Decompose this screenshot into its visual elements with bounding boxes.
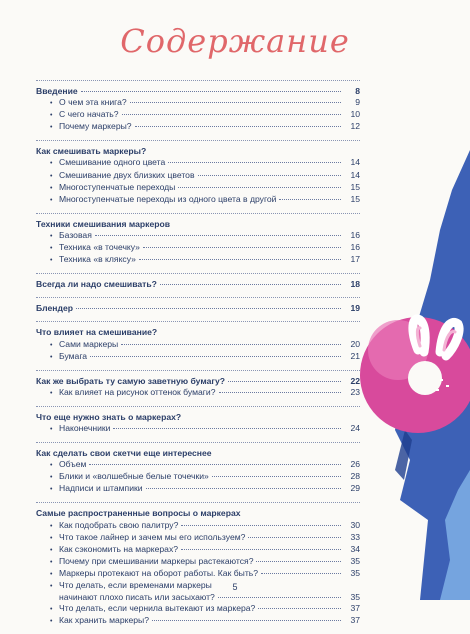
section-divider (36, 213, 360, 214)
toc-heading-label: Блендер (36, 303, 73, 314)
toc-heading[interactable] (36, 279, 360, 290)
toc-page-number: 21 (350, 350, 360, 361)
toc-section (36, 448, 360, 495)
leader-dots (89, 463, 341, 465)
bullet-icon: • (50, 522, 53, 530)
section-divider (36, 80, 360, 81)
toc-page-number: 8 (355, 86, 360, 96)
toc-item[interactable] (36, 109, 360, 121)
toc-heading-label: Как сделать свои скетчи еще интереснее (36, 448, 212, 459)
toc-page-number: 14 (350, 157, 360, 168)
page-number: 5 (232, 582, 238, 592)
toc-item[interactable] (36, 97, 360, 109)
toc-heading[interactable] (36, 448, 360, 459)
toc-page-number: 24 (350, 422, 360, 433)
toc-page-number: 15 (350, 193, 360, 204)
toc-page-number: 37 (350, 603, 360, 614)
toc-item[interactable] (36, 194, 360, 206)
toc-page-number: 35 (350, 555, 360, 566)
toc-item[interactable] (36, 423, 360, 435)
leader-dots (181, 548, 341, 550)
leader-dots (248, 536, 341, 538)
bullet-icon: • (50, 124, 53, 132)
bullet-icon: • (50, 353, 53, 361)
bullet-icon: • (50, 558, 53, 566)
bullet-icon: • (50, 618, 53, 626)
toc-item[interactable] (36, 242, 360, 254)
toc-page-number: 15 (350, 181, 360, 192)
toc-heading[interactable] (36, 508, 360, 519)
bullet-icon: • (50, 534, 53, 542)
toc-heading[interactable] (36, 86, 360, 97)
toc-item-label: начинают плохо писать или засыхают? (59, 592, 215, 603)
toc-page-number: 14 (350, 169, 360, 180)
toc-item-label: Как подобрать свою палитру? (59, 519, 179, 530)
toc-heading[interactable] (36, 303, 360, 314)
toc-section (36, 412, 360, 435)
bullet-icon: • (50, 112, 53, 120)
toc-item-label: Смешивание одного цвета (59, 157, 166, 168)
toc-heading-label: Что еще нужно знать о маркерах? (36, 411, 182, 422)
toc-item-label: Что делать, если чернила вытекают из маркера? (59, 603, 256, 614)
page-title: Содержание (120, 22, 350, 60)
toc-item[interactable] (36, 520, 360, 532)
toc-item-label: Как влияет на рисунок оттенок бумаги? (59, 386, 216, 397)
toc-item-label: Почему при смешивании маркеры растекаются? (59, 555, 254, 566)
toc-heading-label: Как смешивать маркеры? (36, 146, 147, 157)
leader-dots (198, 174, 341, 176)
toc-page-number: 22 (350, 375, 360, 386)
toc-heading-label: Самые распространенные вопросы о маркерах (36, 508, 241, 519)
leader-dots (212, 475, 341, 477)
leader-dots (122, 113, 341, 115)
bullet-icon: • (50, 100, 53, 108)
bullet-icon: • (50, 606, 53, 614)
toc-heading-label: Как же выбрать ту самую заветную бумагу? (36, 375, 225, 386)
toc-item-label: Как хранить маркеры? (59, 615, 149, 626)
toc-item[interactable] (36, 254, 360, 266)
leader-dots (181, 524, 341, 526)
leader-dots (228, 380, 341, 382)
section-divider (36, 502, 360, 503)
toc-section (36, 508, 360, 627)
toc-item-continuation (36, 592, 360, 603)
toc-section (36, 303, 360, 314)
toc-section (36, 279, 360, 290)
leader-dots (135, 125, 341, 127)
toc-item-label: Объем (59, 459, 87, 470)
bullet-icon: • (50, 160, 53, 168)
toc-item-label: Как сэкономить на маркерах? (59, 543, 179, 554)
toc-section (36, 327, 360, 362)
bullet-icon: • (50, 245, 53, 253)
toc-page-number: 29 (350, 483, 360, 494)
toc-item[interactable] (36, 556, 360, 568)
toc-item-label: Бумага (59, 350, 88, 361)
bullet-icon: • (50, 232, 53, 240)
toc-page-number: 9 (355, 97, 360, 108)
toc-item-label: Блики и «волшебные белые точечки» (59, 471, 209, 482)
toc-item[interactable] (36, 339, 360, 351)
toc-page-number: 20 (350, 338, 360, 349)
toc-heading[interactable] (36, 327, 360, 338)
bullet-icon: • (50, 341, 53, 349)
section-divider (36, 442, 360, 443)
toc-item-label: Техника «в точечку» (59, 242, 140, 253)
toc-item-label: Что делать, если временами маркеры (59, 580, 212, 590)
leader-dots (178, 186, 341, 188)
section-divider (36, 273, 360, 274)
toc-item-label: Маркеры протекают на оборот работы. Как быть? (59, 567, 259, 578)
toc-section (36, 146, 360, 205)
leader-dots (279, 198, 341, 200)
bullet-icon: • (50, 583, 53, 590)
toc-page-number: 17 (350, 254, 360, 265)
section-divider (36, 140, 360, 141)
leader-dots (261, 572, 341, 574)
section-divider (36, 297, 360, 298)
bullet-icon: • (50, 172, 53, 180)
bullet-icon: • (50, 474, 53, 482)
toc-heading-label: Что влияет на смешивание? (36, 327, 158, 338)
leader-dots (143, 246, 341, 248)
leader-dots (139, 258, 341, 260)
bullet-icon: • (50, 546, 53, 554)
toc-item[interactable] (36, 157, 360, 169)
toc-item-label: Что такое лайнер и зачем мы его используем? (59, 531, 246, 542)
toc-item-label: Почему маркеры? (59, 121, 132, 132)
leader-dots (218, 596, 341, 598)
toc-item[interactable] (36, 170, 360, 182)
toc-item[interactable] (36, 483, 360, 495)
bullet-icon: • (50, 257, 53, 265)
toc-page-number: 10 (350, 109, 360, 120)
toc-section (36, 86, 360, 133)
toc-item[interactable] (36, 568, 360, 580)
table-of-contents (36, 80, 360, 634)
toc-item-label: Сами маркеры (59, 338, 119, 349)
toc-item[interactable] (36, 121, 360, 133)
toc-page-number: 12 (350, 121, 360, 132)
toc-heading[interactable] (36, 412, 360, 423)
toc-page-number: 35 (350, 592, 360, 603)
toc-heading-label: Всегда ли надо смешивать? (36, 279, 157, 290)
leader-dots (130, 101, 341, 103)
bullet-icon: • (50, 425, 53, 433)
leader-dots (168, 161, 341, 163)
toc-item[interactable] (36, 532, 360, 544)
section-divider (36, 406, 360, 407)
leader-dots (256, 560, 341, 562)
leader-dots (258, 607, 341, 609)
leader-dots (81, 90, 341, 92)
toc-item-label: Смешивание двух близких цветов (59, 169, 195, 180)
toc-item-label: Наконечники (59, 422, 111, 433)
toc-item[interactable] (36, 182, 360, 194)
toc-item[interactable] (36, 615, 360, 627)
toc-heading-label: Введение (36, 86, 78, 96)
toc-item-label: Многоступенчатые переходы из одного цвета в другой (59, 193, 277, 204)
leader-dots (219, 391, 342, 393)
toc-page-number: 18 (350, 279, 360, 290)
leader-dots (146, 487, 341, 489)
toc-heading[interactable] (36, 219, 360, 230)
bullet-icon: • (50, 184, 53, 192)
toc-page-number: 37 (350, 615, 360, 626)
section-divider (36, 370, 360, 371)
leader-dots (76, 307, 341, 309)
toc-item[interactable] (36, 544, 360, 556)
toc-page-number: 35 (350, 567, 360, 578)
bullet-icon: • (50, 389, 53, 397)
section-divider (36, 321, 360, 322)
toc-item-label: Базовая (59, 229, 92, 240)
toc-heading[interactable] (36, 376, 360, 387)
toc-item[interactable] (36, 603, 360, 615)
bullet-icon: • (50, 462, 53, 470)
bullet-icon: • (50, 570, 53, 578)
leader-dots (113, 427, 341, 429)
toc-item-label: Надписи и штампики (59, 483, 143, 494)
leader-dots (90, 355, 341, 357)
toc-item-label: Многоступенчатые переходы (59, 181, 176, 192)
toc-page-number: 30 (350, 519, 360, 530)
toc-item[interactable] (36, 351, 360, 363)
toc-page-number: 23 (350, 386, 360, 397)
toc-section (36, 219, 360, 266)
leader-dots (95, 234, 341, 236)
toc-page-number: 33 (350, 531, 360, 542)
toc-page-number: 28 (350, 471, 360, 482)
toc-item[interactable] (36, 230, 360, 242)
toc-item[interactable] (36, 459, 360, 471)
toc-item[interactable] (36, 387, 360, 399)
toc-page-number: 34 (350, 543, 360, 554)
toc-item-label: С чего начать? (59, 109, 119, 120)
bullet-icon: • (50, 196, 53, 204)
toc-page-number: 16 (350, 229, 360, 240)
bullet-icon: • (50, 486, 53, 494)
leader-dots (121, 343, 341, 345)
leader-dots (152, 619, 341, 621)
toc-page-number: 16 (350, 242, 360, 253)
toc-item-label: О чем эта книга? (59, 97, 127, 108)
toc-item[interactable] (36, 471, 360, 483)
toc-heading-label: Техники смешивания маркеров (36, 218, 171, 229)
toc-section (36, 376, 360, 399)
toc-item-label: Техника «в кляксу» (59, 254, 136, 265)
toc-heading[interactable] (36, 146, 360, 157)
toc-page-number: 19 (350, 303, 360, 314)
toc-page-number: 26 (350, 459, 360, 470)
leader-dots (160, 283, 341, 285)
